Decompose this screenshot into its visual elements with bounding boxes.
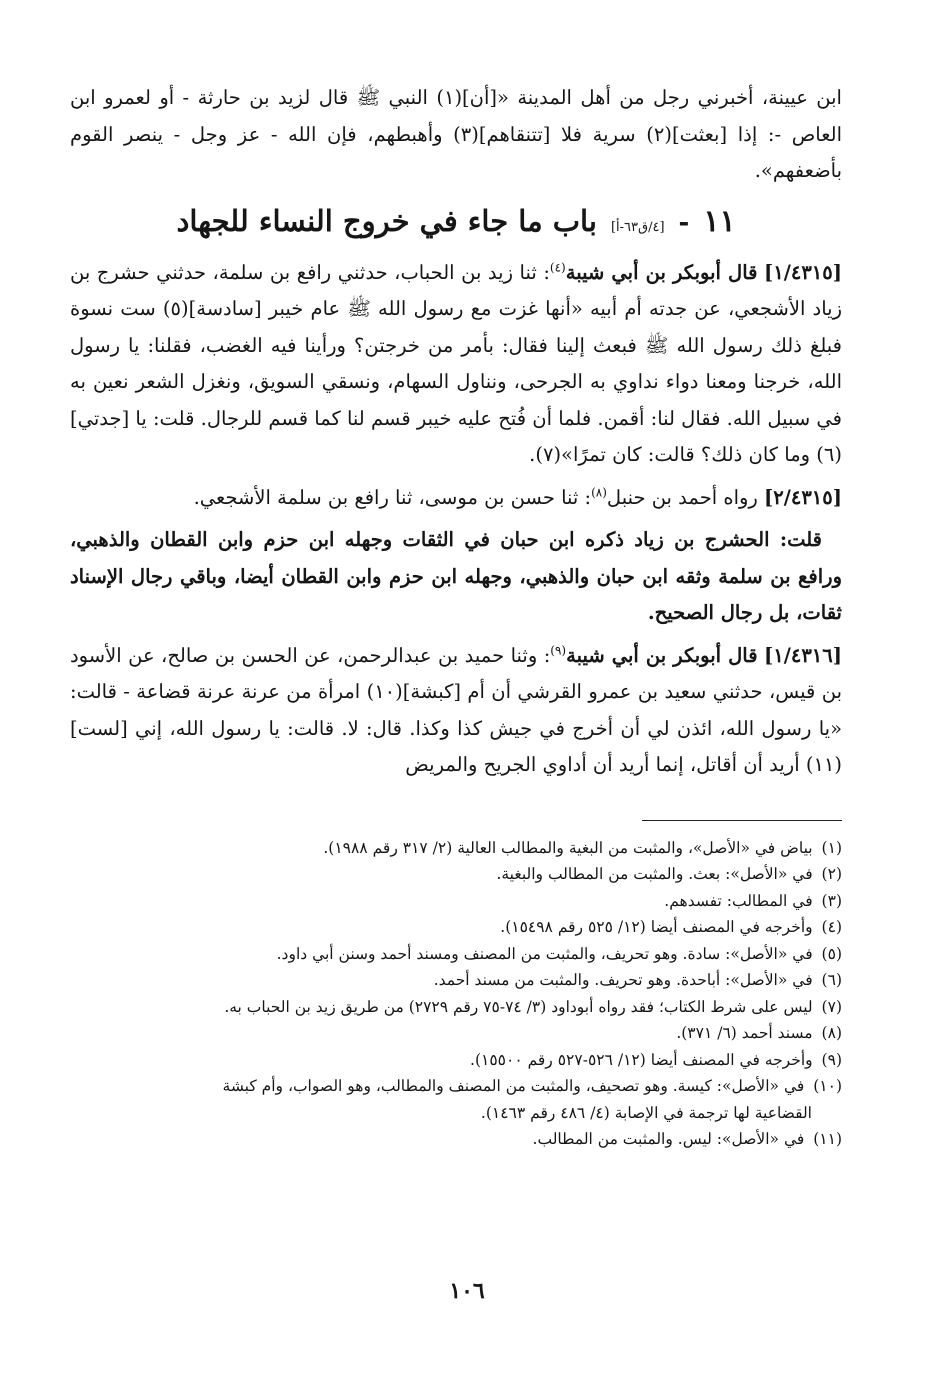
footnote-number: (٦) [821, 971, 842, 989]
hadith-text: : ثنا حسن بن موسى، ثنا رافع بن سلمة الأشجعي. [193, 485, 592, 509]
footnote-ref: (٩) [550, 643, 567, 657]
footnote-number: (٤) [821, 918, 842, 936]
section-title: باب ما جاء في خروج النساء للجهاد [176, 203, 597, 238]
footnote-item [70, 941, 842, 968]
footnote-text: في المطالب: تفسدهم. [664, 891, 813, 910]
hadith-4315-1 [70, 255, 842, 474]
hadith-number: [١/٤٣١٦] [764, 643, 842, 667]
footnote-item [70, 835, 842, 862]
footnote-continuation: القضاعية لها ترجمة في الإصابة (٤/ ٤٨٦ رقم ١٤٦٣). [480, 1103, 812, 1122]
hadith-source: قال أبوبكر بن أبي شيبة [565, 260, 758, 284]
hadith-number: [١/٤٣١٥] [764, 260, 842, 284]
footnote-number: (٣) [821, 891, 842, 910]
hadith-text: : وثنا حميد بن عبدالرحمن، عن الحسن بن صالح، عن الأسود بن قيس، حدثني سعيد بن عمرو القرشي أن أم [كبشة](١٠) امرأة من عرنة عرنة قضاعة - قالت: «يا رسول الله، ائذن لي أن أخرج في جيش كذا وكذا. قال: لا. قالت: يا رسول الله، إني [لست](١١) أريد أن أقاتل، إنما أريد أن أداوي الجريح والمريض [70, 643, 843, 776]
section-number: ١١ [703, 203, 736, 239]
footnote-text: في «الأصل»: بعث. والمثبت من المطالب والبغية. [496, 865, 813, 883]
footnote-number: (١) [821, 838, 842, 857]
footnote-number: (٩) [821, 1050, 842, 1069]
footnote-text: بياض في «الأصل»، والمثبت من البغية والمطالب العالية (٢/ ٣١٧ رقم ١٩٨٨). [323, 838, 813, 857]
footnote-item [70, 888, 842, 915]
footnote-text: في «الأصل»: أباحدة. وهو تحريف. والمثبت من مسند أحمد. [433, 971, 813, 989]
footnote-item [70, 1047, 842, 1074]
footnote-item [70, 1126, 842, 1153]
footnote-item [70, 1020, 842, 1047]
footnote-ref: (٤) [549, 260, 566, 274]
intro-paragraph: ابن عيينة، أخبرني رجل من أهل المدينة «[أن](١) النبي ﷺ قال لزيد بن حارثة - أو لعمرو ابن العاص -: إذا [بعثت](٢) سرية فلا [تتنقاهم](٣) وأهبطهم، فإن الله - عز وجل - ينصر القوم بأضعفهم». [70, 86, 842, 182]
footnote-text: مسند أحمد (٦/ ٣٧١). [676, 1024, 813, 1042]
footnote-text: وأخرجه في المصنف أيضا (١٢/ ٥٢٦-٥٢٧ رقم ١٥٥٠٠). [470, 1050, 813, 1069]
author-note [70, 522, 842, 632]
footnote-text: في «الأصل»: ليس. والمثبت من المطالب. [532, 1130, 805, 1148]
footnote-item [70, 967, 842, 994]
footnote-number: (٥) [821, 944, 842, 963]
footnote-number: (٨) [821, 1024, 842, 1042]
footnote-text: وأخرجه في المصنف أيضا (١٢/ ٥٢٥ رقم ١٥٤٩٨). [500, 918, 813, 936]
footnote-item [70, 861, 842, 888]
section-heading [70, 204, 842, 239]
hadith-source: قال أبوبكر بن أبي شيبة [566, 643, 758, 667]
footnote-number: (١٠) [813, 1077, 842, 1095]
footnote-number: (٧) [821, 997, 842, 1016]
hadith-text: : ثنا زيد بن الحباب، حدثني رافع بن سلمة، حدثني حشرج بن زياد الأشجعي، عن جدته أم أبيه «أنها غزت مع رسول الله ﷺ عام خيبر [سادسة](٥) ست نسوة فبلغ ذلك رسول الله ﷺ فبعث إلينا فقال: بأمر من خرجتن؟ ورأينا فيه الغضب، فقلنا: يا رسول الله، خرجنا ومعنا دواء نداوي به الجرحى، ونناول السهام، ونسقي السويق، ونغزل الشعر نعين به في سبيل الله. فقال لنا: أقمن. فلما أن فُتح عليه خيبر قسم لنا كما قسم للرجال. قلت: يا [جدتي](٦) وما كان ذلك؟ قالت: كان تمرًا»(٧). [70, 260, 842, 466]
section-dash: - [678, 207, 690, 238]
footnote-text: في «الأصل»: سادة. وهو تحريف، والمثبت من المصنف ومسند أحمد وسنن أبي داود. [276, 944, 813, 963]
footnote-item [70, 994, 842, 1021]
manuscript-reference: [٤/ق٦٣-أ] [610, 219, 665, 235]
footnote-text: في «الأصل»: كيسة. وهو تصحيف، والمثبت من المصنف والمطالب، وهو الصواب، وأم كبشة [222, 1077, 805, 1095]
hadith-4316-1 [70, 638, 842, 784]
footnote-divider [642, 820, 842, 821]
footnote-item [70, 1073, 842, 1126]
footnote-ref: (٨) [591, 485, 607, 499]
footnote-text: ليس على شرط الكتاب؛ فقد رواه أبوداود (٣/ ٧٤-٧٥ رقم ٢٧٢٩) من طريق زيد بن الحباب به. [224, 997, 813, 1016]
hadith-source: رواه أحمد بن حنبل [606, 485, 758, 509]
footnote-item [70, 914, 842, 941]
hadith-4315-2 [70, 480, 842, 517]
footnote-number: (٢) [821, 865, 842, 883]
hadith-number: [٢/٤٣١٥] [764, 485, 842, 509]
author-note-text: قلت: الحشرج بن زياد ذكره ابن حبان في الثقات وجهله ابن حزم وابن القطان والذهبي، ورافع بن سلمة وثقه ابن حبان والذهبي، وجهله ابن حزم وابن القطان أيضا، وباقي رجال الإسناد ثقات، بل رجال الصحيح. [70, 528, 842, 624]
page-number: ١٠٦ [449, 1278, 485, 1304]
footnote-number: (١١) [813, 1130, 842, 1148]
footnotes [70, 835, 842, 1153]
